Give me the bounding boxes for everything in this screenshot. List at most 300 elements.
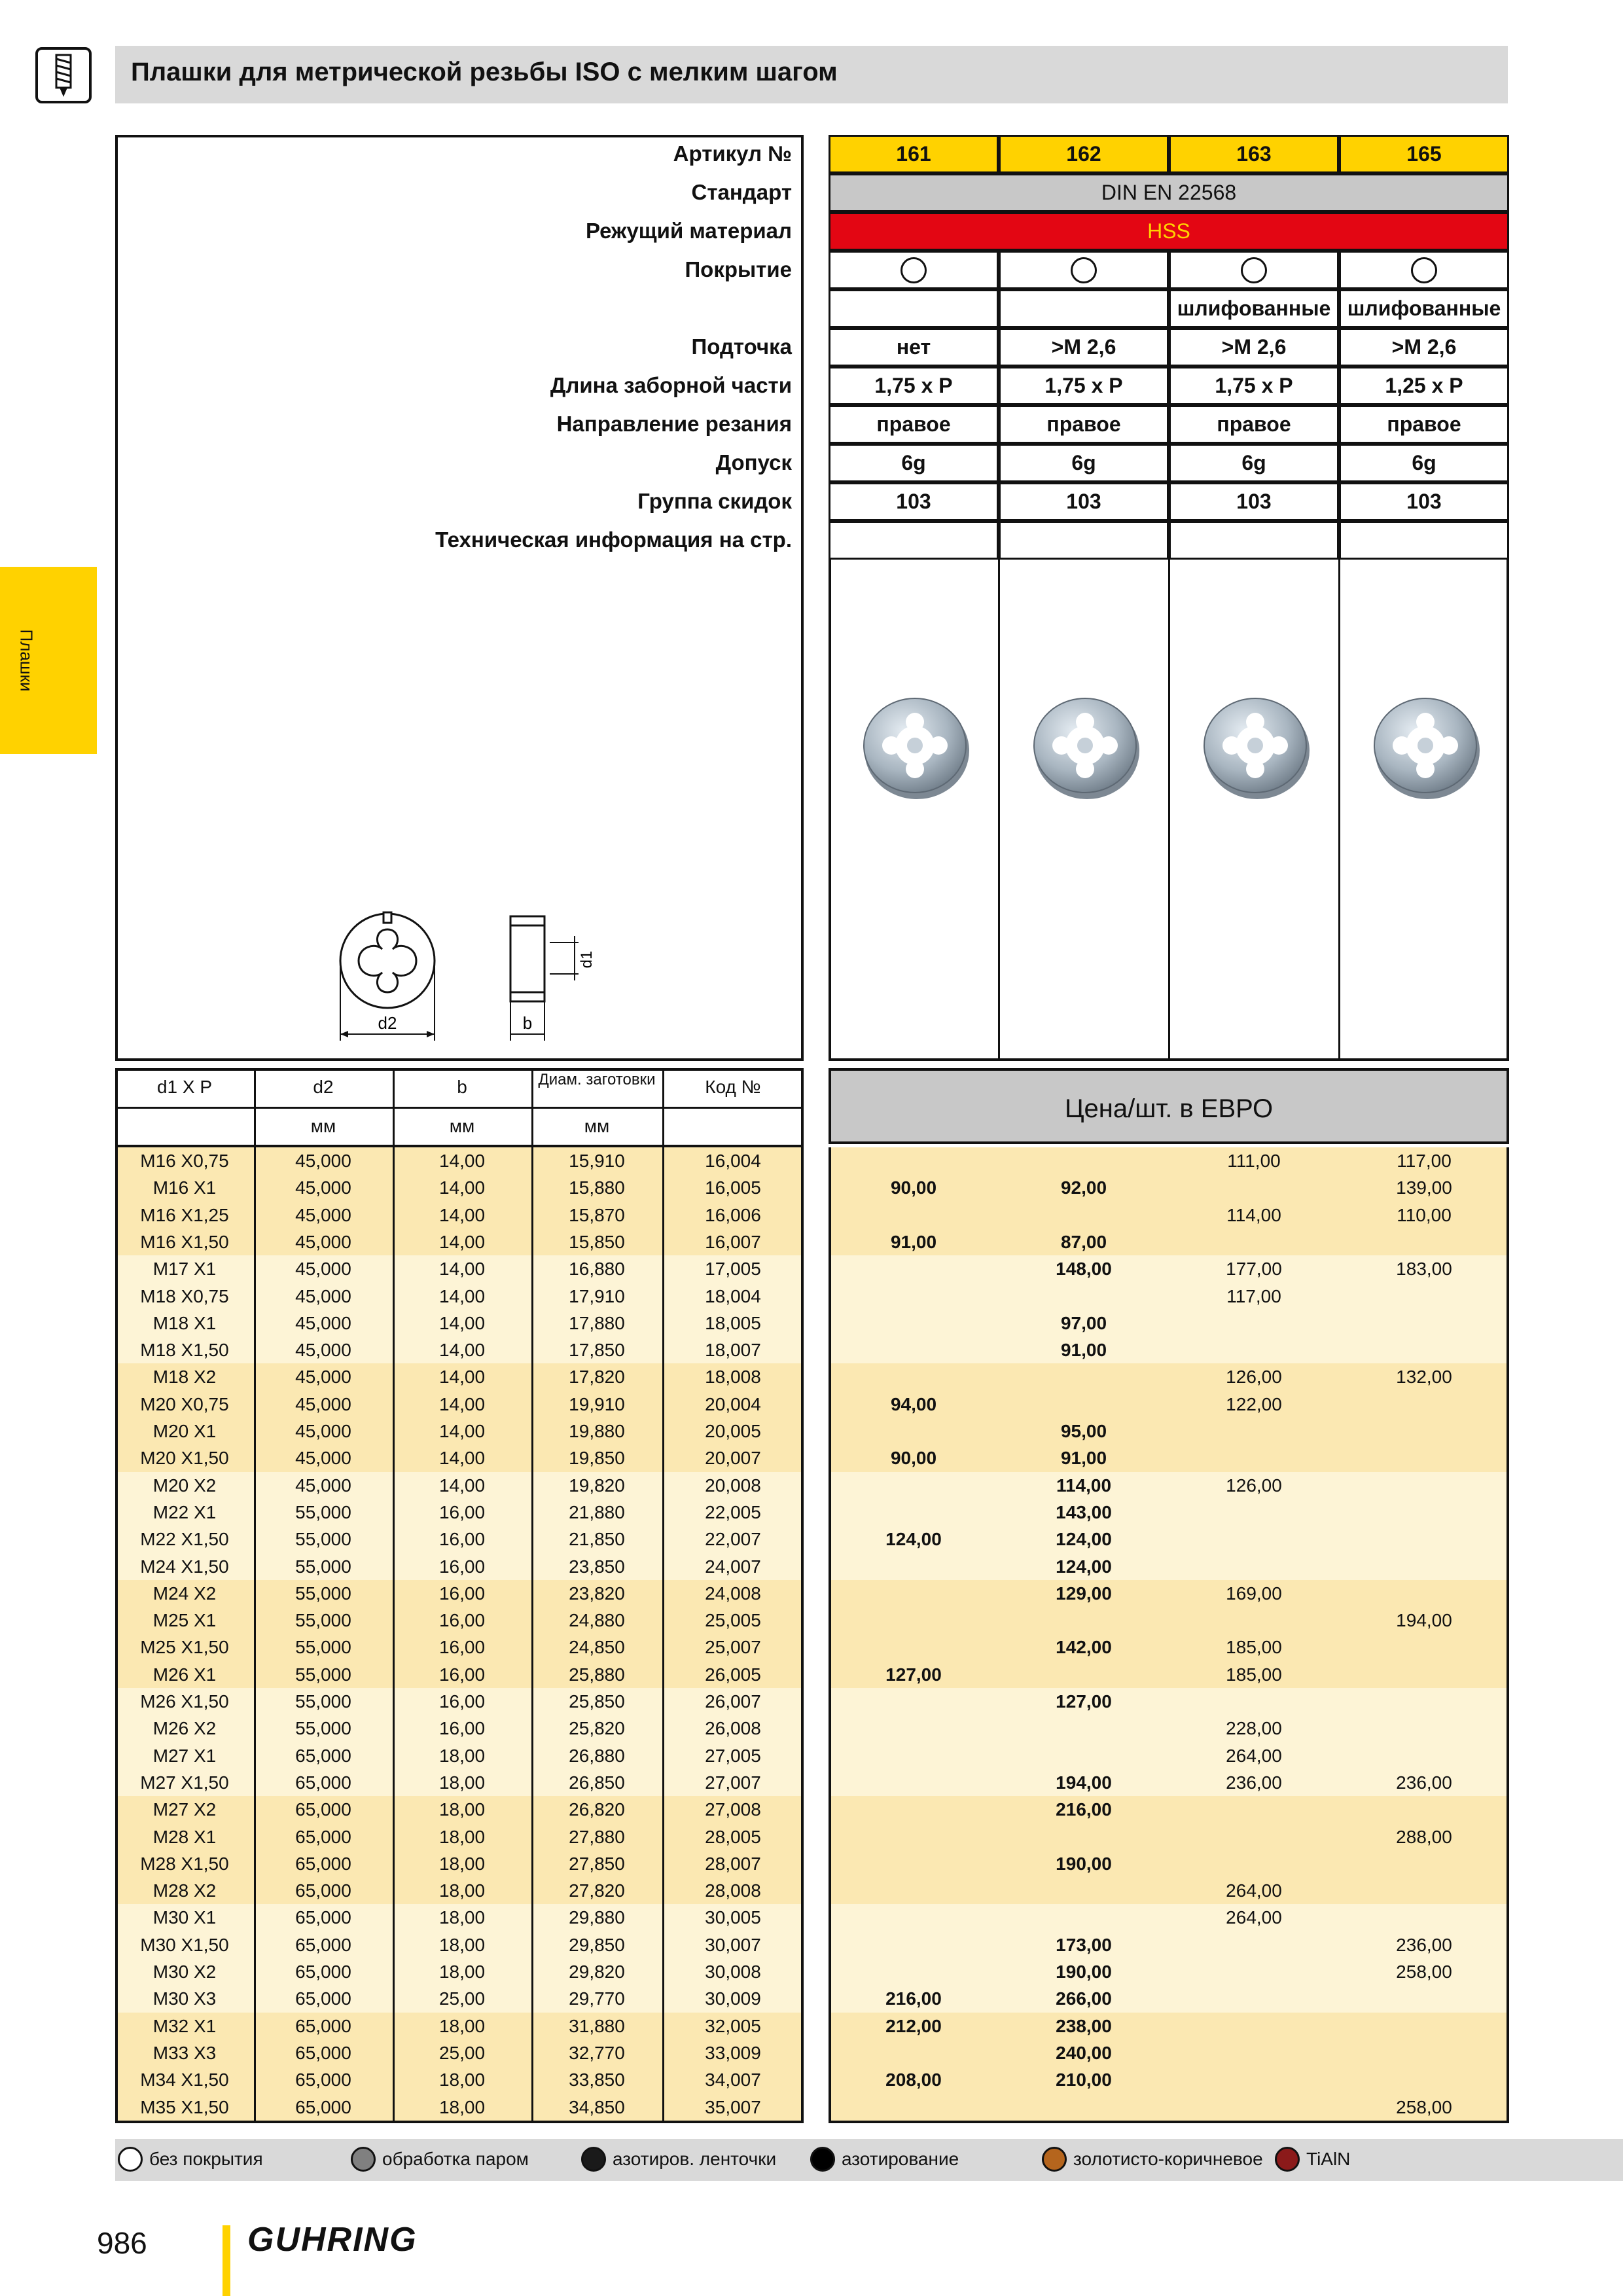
- table-cell-d1p: M30 X3: [152, 1988, 217, 2009]
- table-cell-d1p: M28 X1: [152, 1826, 217, 1847]
- table-cell-d2: 55,000: [295, 1610, 351, 1631]
- die-drawing: [327, 897, 602, 1054]
- coating-cell: [1169, 251, 1339, 289]
- table-cell-code: 20,007: [705, 1448, 761, 1469]
- table-cell-code: 18,005: [705, 1312, 761, 1333]
- discount-group-cell: 103: [1169, 482, 1339, 521]
- table-cell-diam: 29,770: [569, 1988, 625, 2009]
- table-cell-code: 35,007: [705, 2096, 761, 2117]
- price-cell: 236,00: [1396, 1934, 1452, 1955]
- table-cell-diam: 15,910: [569, 1151, 625, 1171]
- table-cell-code: 22,005: [705, 1501, 761, 1522]
- table-cell-code: 16,007: [705, 1231, 761, 1252]
- tool-icon: [38, 50, 89, 101]
- table-cell-b: 18,00: [438, 1934, 486, 1955]
- price-cell: 91,00: [1060, 1340, 1107, 1361]
- table-cell-d2: 65,000: [295, 1772, 351, 1793]
- table-cell-code: 25,005: [705, 1610, 761, 1631]
- table-cell-d1p: M28 X2: [152, 1880, 217, 1901]
- round-die-image: [861, 691, 972, 802]
- table-cell-d2: 45,000: [295, 1231, 351, 1252]
- uncoated-icon: [1071, 257, 1097, 283]
- price-cell: 208,00: [885, 2070, 942, 2090]
- table-cell-d2: 65,000: [295, 1826, 351, 1847]
- price-cell: 194,00: [1056, 1772, 1112, 1793]
- table-cell-b: 18,00: [438, 1745, 486, 1766]
- table-cell-d1p: M27 X2: [152, 1799, 217, 1820]
- unit-label: мм: [310, 1116, 336, 1136]
- direction-cell: правое: [829, 405, 999, 444]
- tech-info-cell: [829, 521, 999, 560]
- table-cell-diam: 17,910: [569, 1285, 625, 1306]
- column-header: Код №: [705, 1077, 761, 1097]
- table-cell-d1p: M26 X1,50: [140, 1691, 229, 1712]
- table-cell-b: 14,00: [438, 1231, 486, 1252]
- spec-label: Стандарт: [691, 180, 792, 204]
- table-cell-b: 18,00: [438, 1853, 486, 1874]
- table-cell-code: 16,005: [705, 1177, 761, 1198]
- table-cell-b: 18,00: [438, 1826, 486, 1847]
- table-cell-b: 16,00: [438, 1501, 486, 1522]
- discount-group-cell: 103: [999, 482, 1169, 521]
- legend-item: [1275, 2147, 1350, 2172]
- table-cell-d2: 65,000: [295, 2070, 351, 2090]
- table-cell-diam: 15,880: [569, 1177, 625, 1198]
- table-cell-diam: 32,770: [569, 2042, 625, 2063]
- table-cell-diam: 25,880: [569, 1664, 625, 1685]
- table-cell-d2: 65,000: [295, 1962, 351, 1982]
- table-cell-d2: 65,000: [295, 1934, 351, 1955]
- material-cell: HSS: [829, 212, 1509, 251]
- table-cell-diam: 23,820: [569, 1583, 625, 1604]
- table-cell-d2: 65,000: [295, 1853, 351, 1874]
- table-cell-diam: 34,850: [569, 2096, 625, 2117]
- table-cell-d2: 45,000: [295, 1340, 351, 1361]
- table-cell-code: 33,009: [705, 2042, 761, 2063]
- table-cell-b: 16,00: [438, 1610, 486, 1631]
- table-cell-code: 30,005: [705, 1907, 761, 1928]
- table-cell-code: 30,008: [705, 1962, 761, 1982]
- table-cell-d2: 65,000: [295, 1880, 351, 1901]
- table-cell-d1p: M25 X1: [152, 1610, 217, 1631]
- table-cell-code: 18,007: [705, 1340, 761, 1361]
- footer-divider: [223, 2225, 230, 2296]
- page-number: 986: [97, 2226, 147, 2260]
- table-cell-code: 22,007: [705, 1529, 761, 1550]
- grinding-cell: [999, 289, 1169, 328]
- table-cell-b: 18,00: [438, 1962, 486, 1982]
- table-cell-b: 14,00: [438, 1151, 486, 1171]
- table-cell-code: 32,005: [705, 2015, 761, 2036]
- table-cell-d1p: M20 X1: [152, 1421, 217, 1441]
- price-cell: 117,00: [1397, 1151, 1452, 1171]
- price-cell: 126,00: [1226, 1367, 1282, 1388]
- table-cell-diam: 19,820: [569, 1475, 625, 1496]
- coating-cell: [829, 251, 999, 289]
- table-cell-d2: 65,000: [295, 2096, 351, 2117]
- table-cell-b: 16,00: [438, 1691, 486, 1712]
- article-cell: 165: [1339, 135, 1509, 173]
- table-cell-code: 26,008: [705, 1718, 761, 1739]
- table-cell-diam: 21,880: [569, 1501, 625, 1522]
- table-cell-d2: 45,000: [295, 1393, 351, 1414]
- table-cell-diam: 29,880: [569, 1907, 625, 1928]
- tialn-icon: [1275, 2147, 1300, 2172]
- table-cell-code: 24,007: [705, 1556, 761, 1577]
- table-cell-diam: 19,850: [569, 1448, 625, 1469]
- price-cell: 127,00: [1056, 1691, 1112, 1712]
- table-cell-b: 14,00: [438, 1421, 486, 1441]
- table-cell-b: 14,00: [438, 1367, 486, 1388]
- price-cell: 90,00: [890, 1177, 937, 1198]
- table-cell-b: 25,00: [438, 2042, 486, 2063]
- table-cell-d1p: M26 X2: [152, 1718, 217, 1739]
- table-cell-code: 20,004: [705, 1393, 761, 1414]
- price-cell: 111,00: [1227, 1151, 1281, 1171]
- price-cell: 129,00: [1056, 1583, 1112, 1604]
- discount-group-cell: 103: [1339, 482, 1509, 521]
- spec-label: Группа скидок: [637, 489, 792, 513]
- relief-cell: >M 2,6: [1169, 328, 1339, 367]
- table-cell-d1p: M20 X0,75: [140, 1393, 229, 1414]
- table-cell-d2: 45,000: [295, 1259, 351, 1280]
- table-cell-code: 16,006: [705, 1204, 761, 1225]
- column-header: b: [457, 1077, 467, 1097]
- price-cell: 97,00: [1060, 1312, 1107, 1333]
- price-cell: 94,00: [890, 1393, 937, 1414]
- table-cell-d1p: M30 X1: [152, 1907, 217, 1928]
- nitrided-icon: [810, 2147, 835, 2172]
- price-cell: 122,00: [1226, 1393, 1282, 1414]
- legend-item: [581, 2147, 776, 2172]
- spec-label: Направление резания: [556, 412, 792, 436]
- table-cell-diam: 29,850: [569, 1934, 625, 1955]
- table-cell-b: 16,00: [438, 1718, 486, 1739]
- spec-label: Длина заборной части: [550, 373, 792, 397]
- price-cell: 240,00: [1056, 2042, 1112, 2063]
- table-cell-code: 27,005: [705, 1745, 761, 1766]
- table-cell-d2: 55,000: [295, 1583, 351, 1604]
- table-cell-diam: 23,850: [569, 1556, 625, 1577]
- price-cell: 114,00: [1056, 1475, 1112, 1496]
- price-cell: 110,00: [1397, 1204, 1452, 1225]
- table-cell-d2: 55,000: [295, 1691, 351, 1712]
- table-cell-d2: 45,000: [295, 1367, 351, 1388]
- price-cell: 264,00: [1226, 1907, 1282, 1928]
- price-cell: 185,00: [1226, 1637, 1282, 1658]
- column-divider: [998, 560, 1000, 1061]
- table-cell-diam: 27,850: [569, 1853, 625, 1874]
- price-cell: 132,00: [1396, 1367, 1452, 1388]
- nitrided-lands-icon: [581, 2147, 606, 2172]
- table-cell-code: 28,005: [705, 1826, 761, 1847]
- tech-info-cell: [1169, 521, 1339, 560]
- column-header: d2: [313, 1077, 334, 1097]
- table-cell-d2: 45,000: [295, 1448, 351, 1469]
- price-cell: 91,00: [1060, 1448, 1107, 1469]
- price-cell: 92,00: [1060, 1177, 1107, 1198]
- price-cell: 190,00: [1056, 1853, 1112, 1874]
- direction-cell: правое: [1169, 405, 1339, 444]
- legend-label: без покрытия: [149, 2149, 263, 2169]
- price-cell: 142,00: [1056, 1637, 1112, 1658]
- tolerance-cell: 6g: [1339, 444, 1509, 482]
- table-cell-d1p: M27 X1: [152, 1745, 217, 1766]
- table-cell-code: 20,005: [705, 1421, 761, 1441]
- price-cell: 127,00: [885, 1664, 942, 1685]
- round-die-image: [1372, 691, 1483, 802]
- table-cell-code: 27,007: [705, 1772, 761, 1793]
- table-cell-d1p: M16 X1: [152, 1177, 217, 1198]
- unit-label: мм: [449, 1116, 475, 1136]
- price-header: Цена/шт. в ЕВРО: [1064, 1094, 1274, 1123]
- table-cell-diam: 25,820: [569, 1718, 625, 1739]
- table-cell-b: 14,00: [438, 1475, 486, 1496]
- side-tab-label: Плашки: [16, 629, 37, 692]
- table-cell-b: 18,00: [438, 1799, 486, 1820]
- relief-cell: >M 2,6: [999, 328, 1169, 367]
- legend-item: [810, 2147, 959, 2172]
- table-cell-code: 18,008: [705, 1367, 761, 1388]
- gold-brown-icon: [1042, 2147, 1067, 2172]
- table-cell-code: 20,008: [705, 1475, 761, 1496]
- table-cell-d1p: M33 X3: [152, 2042, 217, 2063]
- table-cell-diam: 24,880: [569, 1610, 625, 1631]
- legend-label: обработка паром: [382, 2149, 529, 2169]
- legend-item: [351, 2147, 529, 2172]
- table-cell-d2: 45,000: [295, 1177, 351, 1198]
- price-cell: 194,00: [1396, 1610, 1452, 1631]
- price-cell: 236,00: [1396, 1772, 1452, 1793]
- table-cell-b: 25,00: [438, 1988, 486, 2009]
- price-cell: 216,00: [885, 1988, 942, 2009]
- tolerance-cell: 6g: [999, 444, 1169, 482]
- spec-label: Режущий материал: [585, 219, 792, 243]
- table-cell-b: 14,00: [438, 1393, 486, 1414]
- column-divider: [1168, 560, 1170, 1061]
- table-cell-diam: 29,820: [569, 1962, 625, 1982]
- chamfer-cell: 1,25 x P: [1339, 367, 1509, 405]
- table-cell-b: 16,00: [438, 1637, 486, 1658]
- coating-cell: [999, 251, 1169, 289]
- price-cell: 114,00: [1226, 1204, 1281, 1225]
- uncoated-icon: [901, 257, 927, 283]
- table-cell-diam: 15,850: [569, 1231, 625, 1252]
- table-cell-d2: 45,000: [295, 1312, 351, 1333]
- d1-label: d1: [578, 950, 596, 969]
- price-cell: 212,00: [885, 2015, 942, 2036]
- uncoated-icon: [1411, 257, 1437, 283]
- table-cell-diam: 21,850: [569, 1529, 625, 1550]
- table-cell-code: 16,004: [705, 1151, 761, 1171]
- table-cell-d2: 55,000: [295, 1637, 351, 1658]
- d2-label: d2: [378, 1013, 397, 1033]
- table-cell-diam: 27,820: [569, 1880, 625, 1901]
- direction-cell: правое: [999, 405, 1169, 444]
- table-cell-d1p: M18 X2: [152, 1367, 217, 1388]
- legend-label: азотиров. ленточки: [613, 2149, 777, 2169]
- column-divider: [1338, 560, 1340, 1061]
- table-cell-d2: 55,000: [295, 1501, 351, 1522]
- price-cell: 169,00: [1226, 1583, 1282, 1604]
- table-cell-d2: 55,000: [295, 1556, 351, 1577]
- table-cell-d1p: M18 X0,75: [140, 1285, 229, 1306]
- price-cell: 139,00: [1396, 1177, 1452, 1198]
- spec-label: Подточка: [691, 334, 792, 359]
- table-cell-diam: 15,870: [569, 1204, 625, 1225]
- legend-item: [1042, 2147, 1263, 2172]
- table-cell-diam: 17,820: [569, 1367, 625, 1388]
- table-cell-d2: 55,000: [295, 1529, 351, 1550]
- spec-label: Покрытие: [685, 257, 792, 281]
- table-cell-code: 18,004: [705, 1285, 761, 1306]
- article-cell: 161: [829, 135, 999, 173]
- table-cell-diam: 17,850: [569, 1340, 625, 1361]
- table-cell-d1p: M34 X1,50: [140, 2070, 229, 2090]
- article-cell: 163: [1169, 135, 1339, 173]
- table-cell-code: 26,005: [705, 1664, 761, 1685]
- uncoated-icon: [1241, 257, 1267, 283]
- table-cell-code: 24,008: [705, 1583, 761, 1604]
- table-cell-code: 27,008: [705, 1799, 761, 1820]
- table-cell-diam: 27,880: [569, 1826, 625, 1847]
- price-cell: 228,00: [1226, 1718, 1282, 1739]
- table-cell-d2: 65,000: [295, 1799, 351, 1820]
- table-cell-d1p: M24 X1,50: [140, 1556, 229, 1577]
- table-cell-d2: 45,000: [295, 1204, 351, 1225]
- table-cell-d2: 55,000: [295, 1664, 351, 1685]
- table-cell-b: 18,00: [438, 2096, 486, 2117]
- table-cell-diam: 19,910: [569, 1393, 625, 1414]
- table-cell-b: 18,00: [438, 1880, 486, 1901]
- grinding-cell: шлифованные: [1169, 289, 1339, 328]
- price-cell: 288,00: [1396, 1826, 1452, 1847]
- legend-label: золотисто-коричневое: [1073, 2149, 1263, 2169]
- table-cell-d1p: M35 X1,50: [140, 2096, 229, 2117]
- table-cell-b: 16,00: [438, 1556, 486, 1577]
- table-cell-d2: 65,000: [295, 1745, 351, 1766]
- table-cell-b: 14,00: [438, 1204, 486, 1225]
- price-cell: 90,00: [890, 1448, 937, 1469]
- price-cell: 210,00: [1056, 2070, 1112, 2090]
- table-cell-diam: 24,850: [569, 1637, 625, 1658]
- table-cell-b: 16,00: [438, 1529, 486, 1550]
- table-cell-diam: 26,820: [569, 1799, 625, 1820]
- price-cell: 236,00: [1226, 1772, 1282, 1793]
- table-cell-diam: 33,850: [569, 2070, 625, 2090]
- table-cell-code: 30,007: [705, 1934, 761, 1955]
- steam-treated-icon: [351, 2147, 376, 2172]
- brand-logo: GUHRING: [247, 2221, 418, 2259]
- table-cell-d2: 55,000: [295, 1718, 351, 1739]
- table-cell-code: 30,009: [705, 1988, 761, 2009]
- chamfer-cell: 1,75 x P: [829, 367, 999, 405]
- table-cell-d1p: M25 X1,50: [140, 1637, 229, 1658]
- column-header: d1 X P: [156, 1077, 213, 1097]
- discount-group-cell: 103: [829, 482, 999, 521]
- page-title: Плашки для метрической резьбы ISO с мелким шагом: [131, 58, 838, 86]
- table-cell-d1p: M16 X1,25: [140, 1204, 229, 1225]
- table-cell-code: 25,007: [705, 1637, 761, 1658]
- table-cell-d2: 65,000: [295, 2042, 351, 2063]
- price-cell: 95,00: [1060, 1421, 1107, 1441]
- tolerance-cell: 6g: [829, 444, 999, 482]
- legend-label: азотирование: [842, 2149, 959, 2169]
- chamfer-cell: 1,75 x P: [1169, 367, 1339, 405]
- spec-label: Артикул №: [673, 141, 792, 166]
- table-cell-d2: 45,000: [295, 1285, 351, 1306]
- table-cell-d1p: M30 X2: [152, 1962, 217, 1982]
- table-cell-d2: 45,000: [295, 1151, 351, 1171]
- row-divider: [115, 1145, 804, 1147]
- price-cell: 148,00: [1056, 1259, 1112, 1280]
- grinding-cell: шлифованные: [1339, 289, 1509, 328]
- table-cell-diam: 17,880: [569, 1312, 625, 1333]
- column-header: Диам. заготовки: [538, 1071, 656, 1088]
- price-cell: 216,00: [1056, 1799, 1112, 1820]
- tolerance-cell: 6g: [1169, 444, 1339, 482]
- legend-label: TiAlN: [1306, 2149, 1351, 2169]
- table-cell-code: 26,007: [705, 1691, 761, 1712]
- table-cell-d1p: M22 X1: [152, 1501, 217, 1522]
- price-cell: 87,00: [1060, 1231, 1107, 1252]
- table-cell-code: 28,007: [705, 1853, 761, 1874]
- table-cell-diam: 26,880: [569, 1745, 625, 1766]
- spec-label: Допуск: [715, 450, 792, 475]
- table-cell-d1p: M18 X1: [152, 1312, 217, 1333]
- coating-cell: [1339, 251, 1509, 289]
- table-cell-b: 18,00: [438, 1907, 486, 1928]
- price-cell: 143,00: [1056, 1501, 1112, 1522]
- price-cell: 124,00: [885, 1529, 942, 1550]
- table-cell-code: 28,008: [705, 1880, 761, 1901]
- price-cell: 124,00: [1056, 1529, 1112, 1550]
- table-cell-diam: 25,850: [569, 1691, 625, 1712]
- table-cell-diam: 31,880: [569, 2015, 625, 2036]
- table-cell-b: 16,00: [438, 1583, 486, 1604]
- table-cell-b: 18,00: [438, 1772, 486, 1793]
- tech-info-cell: [999, 521, 1169, 560]
- table-cell-b: 14,00: [438, 1259, 486, 1280]
- table-cell-code: 34,007: [705, 2070, 761, 2090]
- price-cell: 117,00: [1226, 1285, 1281, 1306]
- price-cell: 238,00: [1056, 2015, 1112, 2036]
- chamfer-cell: 1,75 x P: [999, 367, 1169, 405]
- direction-cell: правое: [1339, 405, 1509, 444]
- price-cell: 264,00: [1226, 1745, 1282, 1766]
- table-cell-d2: 65,000: [295, 1907, 351, 1928]
- price-cell: 266,00: [1056, 1988, 1112, 2009]
- tech-info-cell: [1339, 521, 1509, 560]
- article-cell: 162: [999, 135, 1169, 173]
- unit-label: мм: [584, 1116, 610, 1136]
- round-die-image: [1031, 691, 1143, 802]
- legend-item: [118, 2147, 263, 2172]
- table-cell-b: 18,00: [438, 2015, 486, 2036]
- side-tab[interactable]: [0, 567, 97, 754]
- price-cell: 177,00: [1226, 1259, 1282, 1280]
- table-cell-diam: 16,880: [569, 1259, 625, 1280]
- table-cell-d1p: M16 X0,75: [140, 1151, 229, 1171]
- price-cell: 183,00: [1396, 1259, 1452, 1280]
- table-cell-d1p: M28 X1,50: [140, 1853, 229, 1874]
- table-cell-b: 14,00: [438, 1340, 486, 1361]
- price-cell: 258,00: [1396, 1962, 1452, 1982]
- spec-label: Техническая информация на стр.: [435, 528, 792, 552]
- price-cell: 124,00: [1056, 1556, 1112, 1577]
- table-cell-d1p: M32 X1: [152, 2015, 217, 2036]
- table-cell-b: 14,00: [438, 1285, 486, 1306]
